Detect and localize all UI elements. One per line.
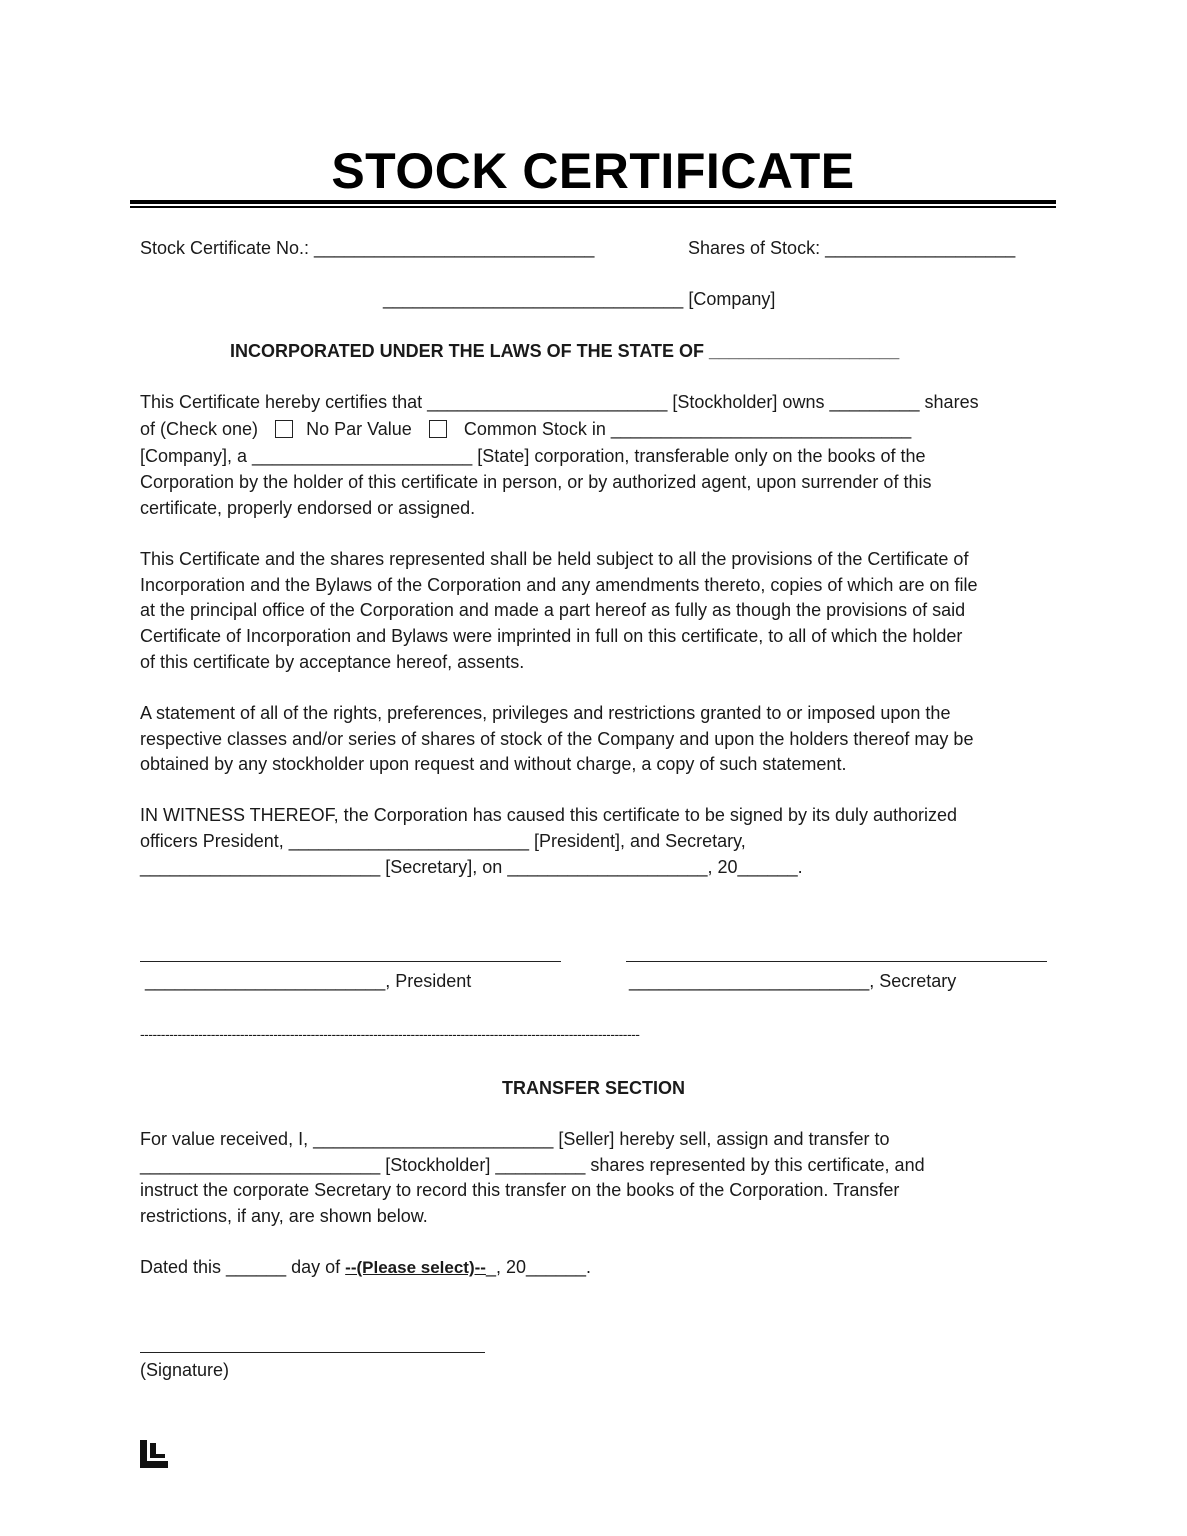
transfer-line4: restrictions, if any, are shown below. (140, 1206, 428, 1226)
transfer-line2[interactable]: ________________________ [Stockholder] _________ shares represented by this certificate, and (140, 1155, 925, 1175)
para2-line2: Incorporation and the Bylaws of the Corporation and any amendments thereto, copies of which are on file (140, 575, 978, 595)
dated-line (140, 1254, 591, 1281)
para1-line4: Corporation by the holder of this certificate in person, or by authorized agent, upon surrender of this (140, 472, 932, 492)
check-one-label: of (Check one) (140, 419, 259, 439)
para4-line3[interactable]: ________________________ [Secretary], on ____________________, 20______. (140, 857, 803, 877)
no-par-value-checkbox[interactable] (275, 420, 293, 438)
para3-line1: A statement of all of the rights, preferences, privileges and restrictions granted to or imposed upon the (140, 703, 951, 723)
transfer-signature-line[interactable] (140, 1352, 485, 1353)
brand-logo-icon (140, 1440, 168, 1468)
signature-label: (Signature) (140, 1360, 230, 1380)
para4-line1: IN WITNESS THEREOF, the Corporation has caused this certificate to be signed by its duly authorized (140, 805, 958, 825)
dated-prefix[interactable]: Dated this ______ day of (140, 1257, 346, 1277)
incorporated-state-line[interactable]: INCORPORATED UNDER THE LAWS OF THE STATE OF ___________________ (230, 341, 900, 361)
para3-line2: respective classes and/or series of shares of stock of the Company and upon the holders thereof may be (140, 729, 974, 749)
transfer-section-heading: TRANSFER SECTION (501, 1078, 685, 1098)
secretary-name-field[interactable]: ________________________, Secretary (629, 971, 957, 991)
title-rule-thin (130, 206, 1056, 208)
president-signature-line[interactable] (140, 961, 561, 962)
para2-line3: at the principal office of the Corporation and made a part hereof as fully as though the provisions of said (140, 600, 966, 620)
title-rule-thick (130, 200, 1056, 204)
certificate-number-field[interactable]: Stock Certificate No.: ____________________________ (140, 238, 595, 258)
secretary-signature-line[interactable] (626, 961, 1047, 962)
common-stock-checkbox[interactable] (429, 420, 447, 438)
company-field[interactable]: ______________________________ [Company] (383, 289, 776, 309)
no-par-value-label: No Par Value (306, 419, 412, 439)
transfer-line1[interactable]: For value received, I, ________________________ [Seller] hereby sell, assign and transfer to (140, 1129, 890, 1149)
para4-line2[interactable]: officers President, ________________________ [President], and Secretary, (140, 831, 746, 851)
shares-of-stock-field[interactable]: Shares of Stock: ___________________ (688, 238, 1016, 258)
para2-line1: This Certificate and the shares represented shall be held subject to all the provisions of the Certificate of (140, 549, 969, 569)
para3-line3: obtained by any stockholder upon request and without charge, a copy of such statement. (140, 754, 847, 774)
para1-line2 (140, 416, 911, 442)
transfer-line3: instruct the corporate Secretary to record this transfer on the books of the Corporation. Transfer (140, 1180, 900, 1200)
para2-line5: of this certificate by acceptance hereof, assents. (140, 652, 525, 672)
document-title: STOCK CERTIFICATE (331, 143, 855, 199)
para2-line4: Certificate of Incorporation and Bylaws were imprinted in full on this certificate, to all of which the holder (140, 626, 963, 646)
para1-line5: certificate, properly endorsed or assigned. (140, 498, 476, 518)
dated-suffix[interactable]: _, 20______. (485, 1257, 592, 1277)
common-stock-label[interactable]: Common Stock in ______________________________ (463, 419, 912, 439)
para1-line1[interactable]: This Certificate hereby certifies that ________________________ [Stockholder] owns _________ shares (140, 392, 979, 412)
month-select[interactable]: --(Please select)-- (345, 1258, 486, 1277)
para1-line3[interactable]: [Company], a ______________________ [State] corporation, transferable only on the books of the (140, 446, 926, 466)
cut-separator: ------------------------------------------------------------------------------------------------------------------------ (140, 1026, 640, 1042)
president-name-field[interactable]: ________________________, President (145, 971, 472, 991)
